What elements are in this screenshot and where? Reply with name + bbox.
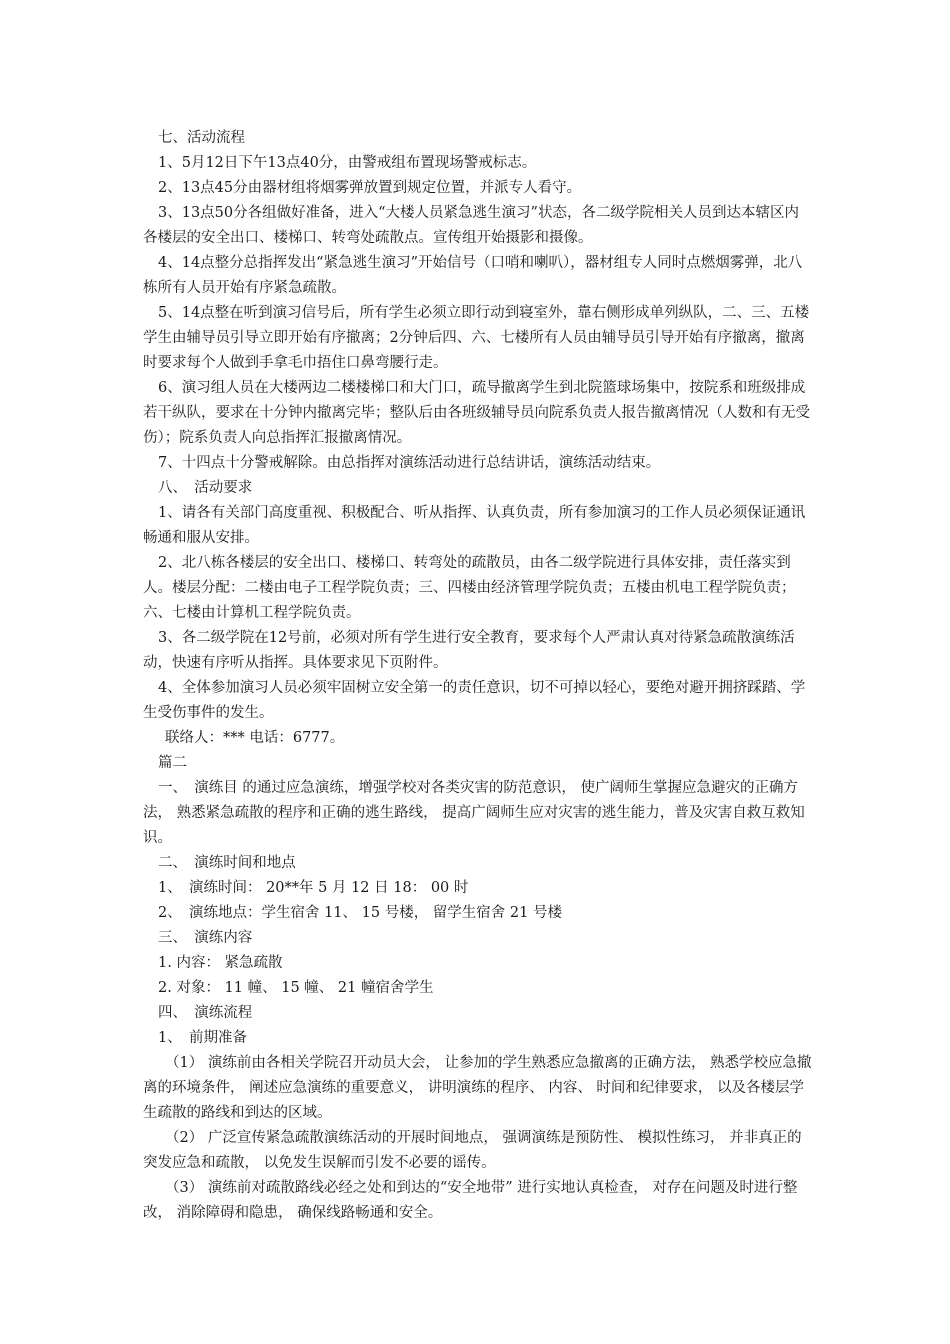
paragraph: 6、演习组人员在大楼两边二楼楼梯口和大门口，疏导撤离学生到北院篮球场集中，按院系和班级排成若干纵队，要求在十分钟内撤离完毕；整队后由各班级辅导员向院系负责人报告撤离情况（人数和有无受伤）；院系负责人向总指挥汇报撤离情况。 [143,380,810,446]
section-heading: 四、 演练流程 [158,1005,253,1021]
section-heading: 二、 演练时间和地点 [158,855,296,871]
subsection-heading: 1、 前期准备 [158,1030,247,1046]
paragraph: 2. 对象： 11 幢、 15 幢、 21 幢宿舍学生 [158,980,434,996]
paragraph: 3、13点50分各组做好准备，进入“大楼人员紧急逃生演习”状态，各二级学院相关人员到达本辖区内各楼层的安全出口、楼梯口、转弯处疏散点。宣传组开始摄影和摄像。 [143,205,799,246]
section-heading-activity-flow: 七、活动流程 [158,130,245,146]
section-heading: 三、 演练内容 [158,930,253,946]
paragraph: 5、14点整在听到演习信号后，所有学生必须立即行动到寝室外，靠右侧形成单列纵队，二、三、五楼学生由辅导员引导立即开始有序撤离；2分钟后四、六、七楼所有人员由辅导员引导开始有序撤离，撤离时要求每个人做到手拿毛巾捂住口鼻弯腰行走。 [143,305,810,371]
paragraph: 2、 演练地点：学生宿舍 11、 15 号楼， 留学生宿舍 21 号楼 [158,905,562,921]
paragraph: 3、各二级学院在12号前，必须对所有学生进行安全教育，要求每个人严肃认真对待紧急疏散演练活动，快速有序听从指挥。具体要求见下页附件。 [143,630,795,671]
document-page [143,126,813,1226]
paragraph: 一、 演练目 的通过应急演练，增强学校对各类灾害的防范意识， 使广阔师生掌握应急避灾的正确方法， 熟悉紧急疏散的程序和正确的逃生路线， 提高广阔师生应对灾害的逃生能力，普及灾害自救互救知识。 [143,780,805,846]
paragraph: 7、十四点十分警戒解除。由总指挥对演练活动进行总结讲话，演练活动结束。 [158,455,661,471]
section-heading-activity-requirements: 八、 活动要求 [158,480,253,496]
paragraph: 4、全体参加演习人员必须牢固树立安全第一的责任意识，切不可掉以轻心，要绝对避开拥挤踩踏、学生受伤事件的发生。 [143,680,806,721]
paragraph: 2、13点45分由器材组将烟雾弹放置到规定位置，并派专人看守。 [158,180,582,196]
paragraph: 4、14点整分总指挥发出“紧急逃生演习”开始信号（口哨和喇叭），器材组专人同时点燃烟雾弹，北八栋所有人员开始有序紧急疏散。 [143,255,803,296]
paragraph: （1） 演练前由各相关学院召开动员大会， 让参加的学生熟悉应急撤离的正确方法， 熟悉学校应急撤离的环境条件， 阐述应急演练的重要意义， 讲明演练的程序、 内容、 时间和纪律要求， 以及各楼层学生疏散的路线和到达的区域。 [143,1055,812,1121]
paragraph: 1. 内容： 紧急疏散 [158,955,283,971]
paragraph: （2） 广泛宣传紧急疏散演练活动的开展时间地点， 强调演练是预防性、 模拟性练习， 并非真正的突发应急和疏散， 以免发生误解而引发不必要的谣传。 [143,1130,802,1171]
paragraph: 1、 演练时间： 20**年 5 月 12 日 18： 00 时 [158,880,469,896]
contact-line: 联络人：*** 电话：6777。 [165,730,345,746]
paragraph: 1、5月12日下午13点40分，由警戒组布置现场警戒标志。 [158,155,537,171]
paragraph: （3） 演练前对疏散路线必经之处和到达的“安全地带” 进行实地认真检查， 对存在问题及时进行整改， 消除障碍和隐患， 确保线路畅通和安全。 [143,1180,798,1221]
paragraph: 2、北八栋各楼层的安全出口、楼梯口、转弯处的疏散员，由各二级学院进行具体安排，责任落实到人。楼层分配：二楼由电子工程学院负责；三、四楼由经济管理学院负责；五楼由机电工程学院负责；六、七楼由计算机工程学院负责。 [143,555,796,621]
part-heading: 篇二 [158,755,187,771]
paragraph: 1、请各有关部门高度重视、积极配合、听从指挥、认真负责，所有参加演习的工作人员必须保证通讯畅通和服从安排。 [143,505,806,546]
